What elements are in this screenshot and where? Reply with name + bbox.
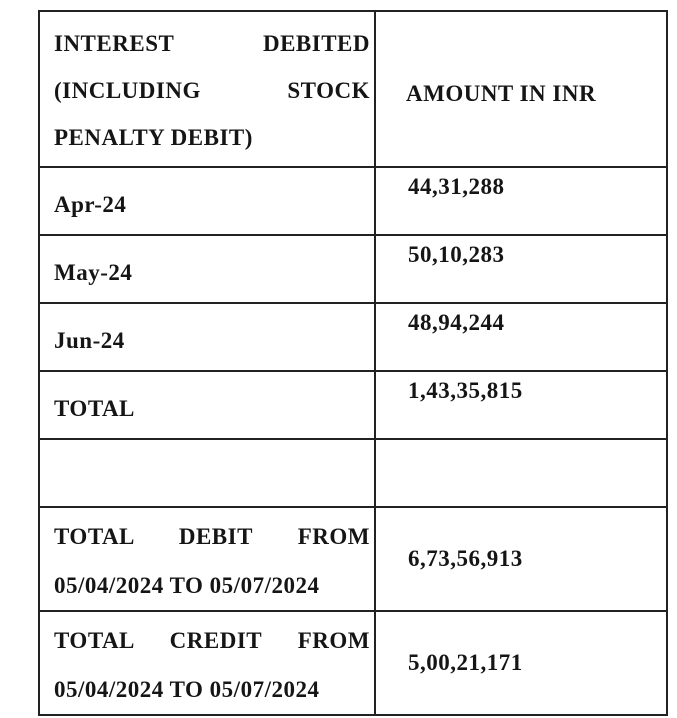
total-row	[39, 371, 667, 439]
table-row	[39, 167, 667, 235]
header-line-2: (INCLUDING STOCK	[54, 78, 370, 103]
interest-debit-table	[38, 10, 668, 716]
total-label: TOTAL	[39, 371, 375, 439]
row-amount: 48,94,244	[375, 303, 667, 371]
row-amount: 50,10,283	[375, 235, 667, 303]
header-line-1: INTEREST DEBITED	[54, 31, 370, 56]
total-credit-label	[39, 611, 375, 715]
table-row	[39, 303, 667, 371]
row-label: Jun-24	[39, 303, 375, 371]
total-credit-line-2: 05/04/2024 TO 05/07/2024	[54, 677, 320, 702]
total-credit-row	[39, 611, 667, 715]
row-label: Apr-24	[39, 167, 375, 235]
blank-cell-left	[39, 439, 375, 507]
total-amount: 1,43,35,815	[375, 371, 667, 439]
total-debit-line-1: TOTAL DEBIT FROM	[54, 524, 370, 549]
blank-row	[39, 439, 667, 507]
header-amount-cell: AMOUNT IN INR	[375, 11, 667, 167]
total-credit-line-1: TOTAL CREDIT FROM	[54, 628, 370, 653]
total-debit-row	[39, 507, 667, 611]
table-row	[39, 235, 667, 303]
total-credit-amount: 5,00,21,171	[375, 611, 667, 715]
row-amount: 44,31,288	[375, 167, 667, 235]
blank-cell-right	[375, 439, 667, 507]
total-debit-amount: 6,73,56,913	[375, 507, 667, 611]
table-header-row	[39, 11, 667, 167]
total-debit-line-2: 05/04/2024 TO 05/07/2024	[54, 573, 320, 598]
header-description-cell	[39, 11, 375, 167]
row-label: May-24	[39, 235, 375, 303]
total-debit-label	[39, 507, 375, 611]
header-line-3: PENALTY DEBIT)	[54, 125, 253, 150]
